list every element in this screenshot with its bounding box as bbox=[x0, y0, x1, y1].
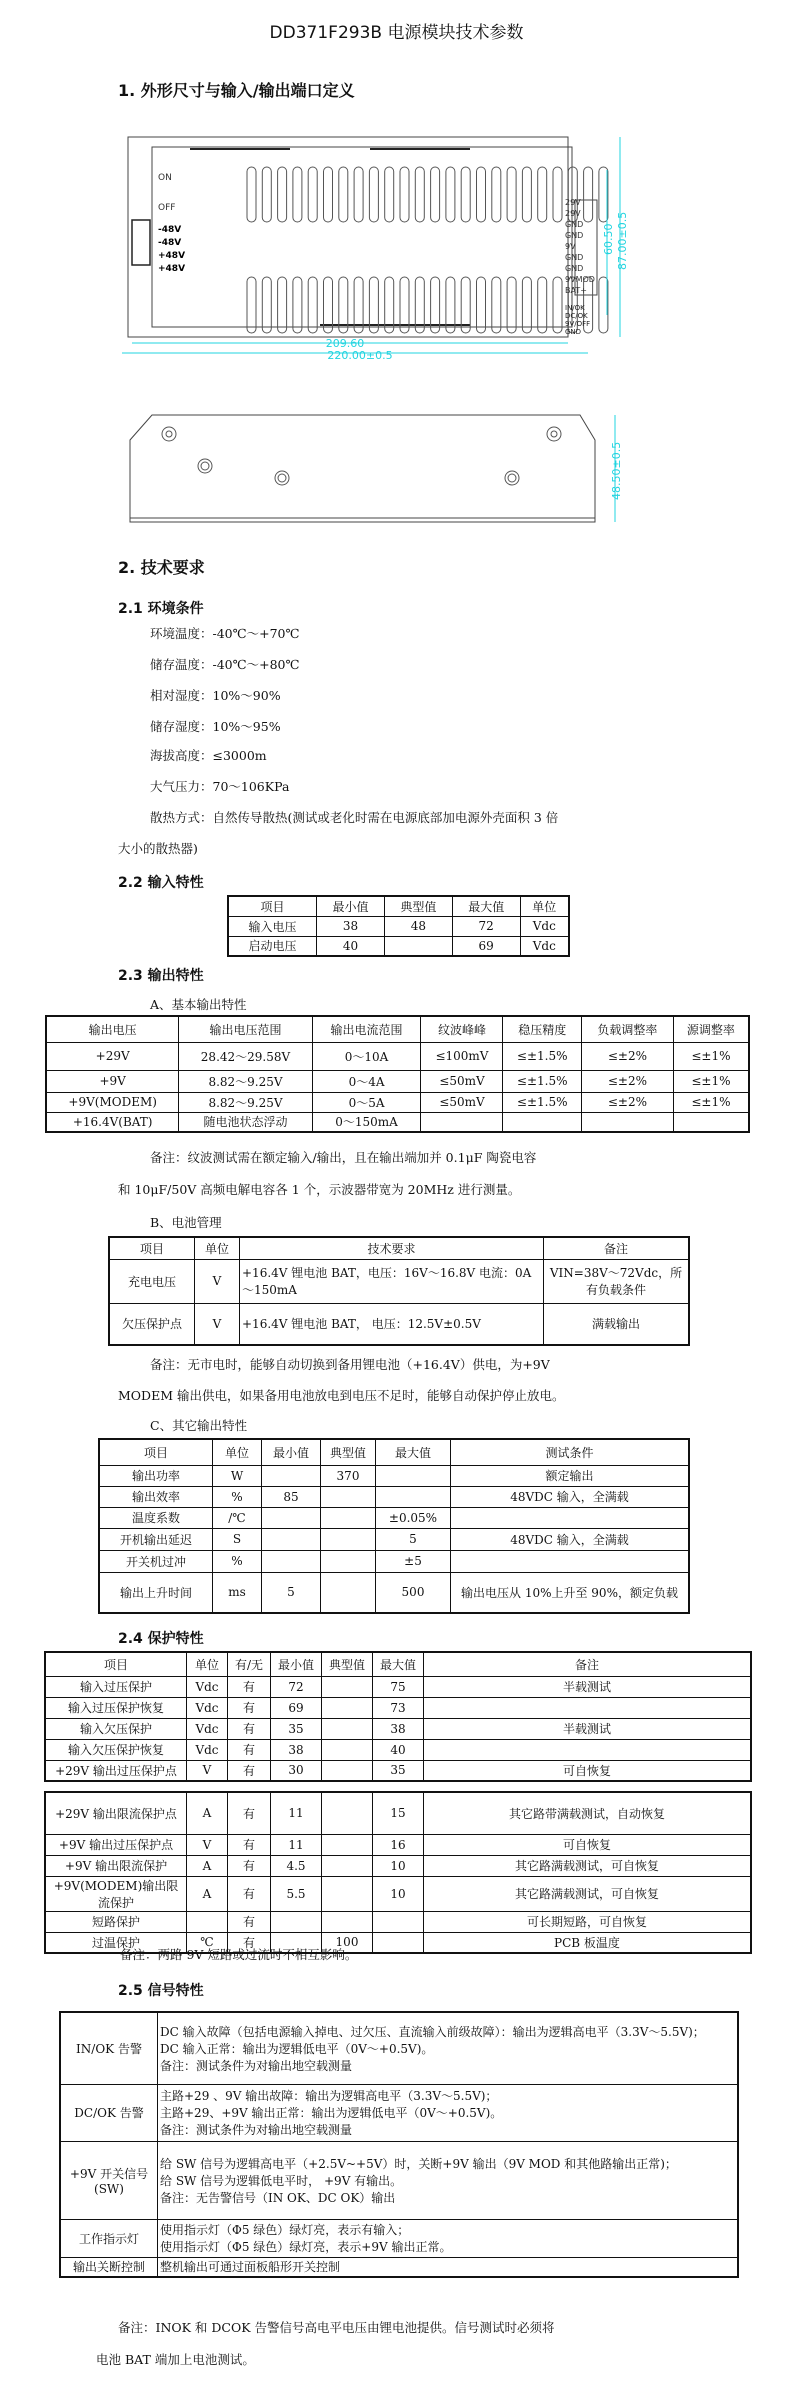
vent-slot bbox=[477, 277, 486, 333]
th: 最小值 bbox=[317, 896, 385, 916]
env-line: 海拔高度：≤3000m bbox=[150, 748, 267, 763]
side-view-drawing bbox=[120, 410, 680, 545]
signal-pin-label: IN/OK bbox=[565, 304, 585, 312]
vent-slot bbox=[477, 167, 486, 222]
vent-slot bbox=[385, 167, 394, 222]
output-a-note: 和 10μF/50V 高频电解电容各 1 个，示波器带宽为 20MHz 进行测量。 bbox=[118, 1182, 521, 1197]
dim-inner-height: 60.50 bbox=[602, 223, 615, 255]
switch-label-off: OFF bbox=[158, 203, 176, 213]
output-a-title: A、基本输出特性 bbox=[150, 997, 247, 1012]
th: 最大值 bbox=[452, 896, 520, 916]
vent-slot bbox=[507, 277, 516, 333]
env-line: 大气压力：70～106KPa bbox=[150, 779, 290, 794]
table-row: IN/OK 告警 DC 输入故障（包括电源输入掉电、过欠压、直流输入前级故障）：输出为逻辑高电平（3.3V～5.5V)； DC 输入正常：输出为逻辑低电平（0V～+0.5V)。 备注：测试条件为对输出地空载测量 bbox=[60, 2012, 738, 2084]
vent-slot bbox=[431, 167, 440, 222]
table-row: 启动电压 40 69 Vdc bbox=[228, 936, 569, 956]
vent-slot bbox=[369, 167, 378, 222]
protection-table-cont bbox=[44, 1791, 752, 1954]
vent-slot bbox=[308, 277, 317, 333]
table-row: 工作指示灯 使用指示灯（Φ5 绿色）绿灯亮，表示有输入； 使用指示灯（Φ5 绿色）绿灯亮，表示+9V 输出正常。 bbox=[60, 2219, 738, 2257]
table-row: 开关机过冲 % ±5 bbox=[99, 1550, 689, 1572]
protection-heading: 2.4 保护特性 bbox=[118, 1631, 204, 1647]
vent-slot bbox=[278, 167, 287, 222]
section-1-heading: 1. 外形尺寸与输入/输出端口定义 bbox=[118, 81, 355, 100]
dim-outer-width: 220.00±0.5 bbox=[327, 349, 393, 362]
battery-table: 项目 单位 技术要求 备注 充电电压 V +16.4V 锂电池 BAT，电压：16V～16.8V 电流：0A～150mA VIN=38V～72Vdc，所有负载条件 欠压保护点 V +16.4V 锂电池 BAT， 电压：12.5V±0.5V 满载输出 bbox=[108, 1236, 690, 1346]
env-line: 储存湿度：10%～95% bbox=[150, 719, 281, 734]
table-row: 输入欠压保护恢复 Vdc 有 38 40 bbox=[45, 1739, 751, 1760]
output-b-title: B、电池管理 bbox=[150, 1215, 222, 1230]
vent-slot bbox=[293, 277, 302, 333]
vent-slot bbox=[461, 167, 470, 222]
vent-slot bbox=[492, 277, 501, 333]
signal-note: 电池 BAT 端加上电池测试。 bbox=[96, 2352, 255, 2367]
vent-slot bbox=[308, 167, 317, 222]
table-row: 输入过压保护 Vdc 有 72 75 半载测试 bbox=[45, 1676, 751, 1697]
output-pin-label: GND bbox=[565, 220, 584, 229]
output-pin-label: BAT+ bbox=[565, 286, 587, 295]
switch-label-on: ON bbox=[158, 173, 172, 183]
vent-slot bbox=[324, 167, 333, 222]
signal-note: 备注：INOK 和 DCOK 告警信号高电平电压由锂电池提供。信号测试时必须将 bbox=[118, 2320, 555, 2335]
table-row: 欠压保护点 V +16.4V 锂电池 BAT， 电压：12.5V±0.5V 满载输出 bbox=[109, 1303, 689, 1345]
inner-panel bbox=[152, 147, 572, 327]
env-line: 相对湿度：10%～90% bbox=[150, 688, 281, 703]
vent-slot bbox=[262, 167, 271, 222]
dim-outer-height: 87.00±0.5 bbox=[616, 211, 629, 270]
document-title: DD371F293B 电源模块技术参数 bbox=[269, 23, 524, 43]
env-line-cont: 大小的散热器) bbox=[118, 841, 198, 856]
vent-slot bbox=[553, 167, 562, 222]
table-row: 温度系数 /℃ ±0.05% bbox=[99, 1507, 689, 1528]
vent-slot bbox=[522, 277, 531, 333]
table-row: +29V 输出限流保护点 A 有 11 15 其它路带满载测试，自动恢复 bbox=[45, 1792, 751, 1834]
table-row: +9V(MODEM) 8.82～9.25V 0～5A ≤50mV ≤±1.5% ≤±2% ≤±1% bbox=[46, 1092, 749, 1112]
vent-slot bbox=[415, 167, 424, 222]
table-row: 输入电压 38 48 72 Vdc bbox=[228, 916, 569, 936]
env-line: 环境温度：-40℃～+70℃ bbox=[150, 626, 300, 641]
input-label: +48V bbox=[158, 264, 186, 274]
table-row: 短路保护 有 可长期短路，可自恢复 bbox=[45, 1911, 751, 1932]
output-heading: 2.3 输出特性 bbox=[118, 968, 204, 984]
basic-output-table: 输出电压 输出电压范围 输出电流范围 纹波峰峰 稳压精度 负载调整率 源调整率 +29V 28.42～29.58V 0～10A ≤100mV ≤±1.5% ≤±2% ≤±1% +9V 8.82～9.25V 0～4A ≤50mV ≤±1.5% ≤±2% ≤±1% +9V(MODEM) 8.82～9.25V 0～5A ≤50mV ≤±1.5% ≤±2% ≤±1% +16.4V(BAT) 随电池状态浮动 0～150mA bbox=[45, 1015, 750, 1133]
table-row: 输入过压保护恢复 Vdc 有 69 73 bbox=[45, 1697, 751, 1718]
vent-slot bbox=[538, 277, 547, 333]
signal-pin-label: GND bbox=[565, 328, 582, 336]
vent-slot bbox=[278, 277, 287, 333]
top-view-drawing bbox=[120, 125, 680, 365]
vent-slot bbox=[538, 167, 547, 222]
table-row: DC/OK 告警 主路+29 、9V 输出故障：输出为逻辑高电平（3.3V～5.5V)； 主路+29、+9V 输出正常：输出为逻辑低电平（0V～+0.5V)。 备注：测试条件为对输出地空载测量 bbox=[60, 2084, 738, 2141]
table-row: +16.4V(BAT) 随电池状态浮动 0～150mA bbox=[46, 1112, 749, 1132]
th: 典型值 bbox=[384, 896, 452, 916]
output-b-note: 备注：无市电时，能够自动切换到备用锂电池（+16.4V）供电，为+9V bbox=[150, 1357, 550, 1372]
th: 项目 bbox=[228, 896, 317, 916]
dim-side-height: 48.50±0.5 bbox=[610, 441, 623, 500]
vent-slot bbox=[522, 167, 531, 222]
table-row: +9V 开关信号(SW) 给 SW 信号为逻辑高电平（+2.5V~+5V）时，关断+9V 输出（9V MOD 和其他路输出正常)； 给 SW 信号为逻辑低电平时， +9V 有输出。 备注：无告警信号（IN OK、DC OK）输出 bbox=[60, 2141, 738, 2219]
vent-slot bbox=[446, 167, 455, 222]
vent-slots-top bbox=[247, 167, 608, 222]
dim-inner-width: 209.60 bbox=[325, 337, 365, 350]
input-table bbox=[227, 895, 570, 957]
table-row: +9V 8.82～9.25V 0～4A ≤50mV ≤±1.5% ≤±2% ≤±1% bbox=[46, 1070, 749, 1092]
output-pin-label: 29V bbox=[565, 209, 581, 218]
table-row: 充电电压 V +16.4V 锂电池 BAT，电压：16V～16.8V 电流：0A～150mA VIN=38V～72Vdc，所有负载条件 bbox=[109, 1259, 689, 1303]
env-line: 散热方式：自然传导散热(测试或老化时需在电源底部加电源外壳面积 3 倍 bbox=[150, 810, 559, 825]
input-label: -48V bbox=[158, 225, 182, 235]
vent-slot bbox=[492, 167, 501, 222]
vent-slot bbox=[507, 167, 516, 222]
other-output-table: 项目 单位 最小值 典型值 最大值 测试条件 输出功率 W 370 额定输出 输出效率 % 85 48VDC 输入，全满载 温度系数 /℃ ±0.05% 开机输出延迟 S 5 48VDC 输入，全满载 开关机过冲 % ±5 输出上升时间 ms 5 500 输出电压从 10%上升至 90%，额定负载 bbox=[98, 1438, 690, 1614]
protection-note: 备注：两路 9V 短路或过流时不相互影响。 bbox=[120, 1947, 358, 1962]
signal-heading: 2.5 信号特性 bbox=[118, 1983, 204, 1999]
vent-slot bbox=[247, 277, 256, 333]
output-b-note: MODEM 输出供电，如果备用电池放电到电压不足时，能够自动保护停止放电。 bbox=[118, 1388, 565, 1403]
vent-slot bbox=[262, 277, 271, 333]
signal-pin-label: DC/OK bbox=[565, 312, 588, 320]
vent-slot bbox=[354, 167, 363, 222]
table-row: 输入欠压保护 Vdc 有 35 38 半载测试 bbox=[45, 1718, 751, 1739]
output-c-title: C、其它输出特性 bbox=[150, 1418, 248, 1433]
table-row: 过温保护 ℃ 有 100 PCB 板温度 bbox=[45, 1932, 751, 1953]
table-row: +29V 输出过压保护点 V 有 30 35 可自恢复 bbox=[45, 1760, 751, 1781]
table-row: 输出效率 % 85 48VDC 输入，全满载 bbox=[99, 1486, 689, 1507]
output-pin-label: 9VMOD bbox=[565, 275, 595, 284]
th: 单位 bbox=[520, 896, 569, 916]
vent-slot bbox=[293, 167, 302, 222]
section-2-heading: 2. 技术要求 bbox=[118, 558, 205, 577]
env-heading: 2.1 环境条件 bbox=[118, 601, 204, 617]
table-row: +9V 输出过压保护点 V 有 11 16 可自恢复 bbox=[45, 1834, 751, 1855]
env-line: 储存温度：-40℃～+80℃ bbox=[150, 657, 300, 672]
vent-slot bbox=[339, 167, 348, 222]
output-pin-label: GND bbox=[565, 264, 584, 273]
output-pin-label: 9V bbox=[565, 242, 576, 251]
output-pin-label: GND bbox=[565, 253, 584, 262]
output-pin-label: 29V bbox=[565, 198, 581, 207]
input-label: +48V bbox=[158, 251, 186, 261]
input-connector bbox=[132, 220, 150, 265]
input-label: -48V bbox=[158, 238, 182, 248]
input-heading: 2.2 输入特性 bbox=[118, 875, 204, 891]
table-row: +9V 输出限流保护 A 有 4.5 10 其它路满载测试，可自恢复 bbox=[45, 1855, 751, 1876]
signal-pin-label: 9V/OFF bbox=[565, 320, 591, 328]
table-row: 输出上升时间 ms 5 500 输出电压从 10%上升至 90%，额定负载 bbox=[99, 1572, 689, 1613]
table-row: 输出功率 W 370 额定输出 bbox=[99, 1465, 689, 1486]
protection-table: 项目 单位 有/无 最小值 典型值 最大值 备注 输入过压保护 Vdc 有 72 75 半载测试 输入过压保护恢复 Vdc 有 69 73 输入欠压保护 Vdc 有 35 38 半载测试 输入欠压保护恢复 Vdc 有 38 40 +29V 输出过压保护点 V 有 30 35 可自恢复 bbox=[44, 1651, 752, 1782]
output-pin-label: GND bbox=[565, 231, 584, 240]
output-a-note: 备注：纹波测试需在额定输入/输出，且在输出端加并 0.1μF 陶瓷电容 bbox=[150, 1150, 537, 1165]
table-row: 开机输出延迟 S 5 48VDC 输入，全满载 bbox=[99, 1528, 689, 1550]
table-row: +9V(MODEM)输出限流保护 A 有 5.5 10 其它路满载测试，可自恢复 bbox=[45, 1876, 751, 1911]
table-row: 输出关断控制 整机输出可通过面板船形开关控制 bbox=[60, 2257, 738, 2277]
vent-slot bbox=[400, 167, 409, 222]
table-row: +29V 28.42～29.58V 0～10A ≤100mV ≤±1.5% ≤±2% ≤±1% bbox=[46, 1042, 749, 1070]
vent-slot bbox=[584, 167, 593, 222]
vent-slot bbox=[247, 167, 256, 222]
vent-slot bbox=[553, 277, 562, 333]
signal-table bbox=[59, 2011, 739, 2278]
